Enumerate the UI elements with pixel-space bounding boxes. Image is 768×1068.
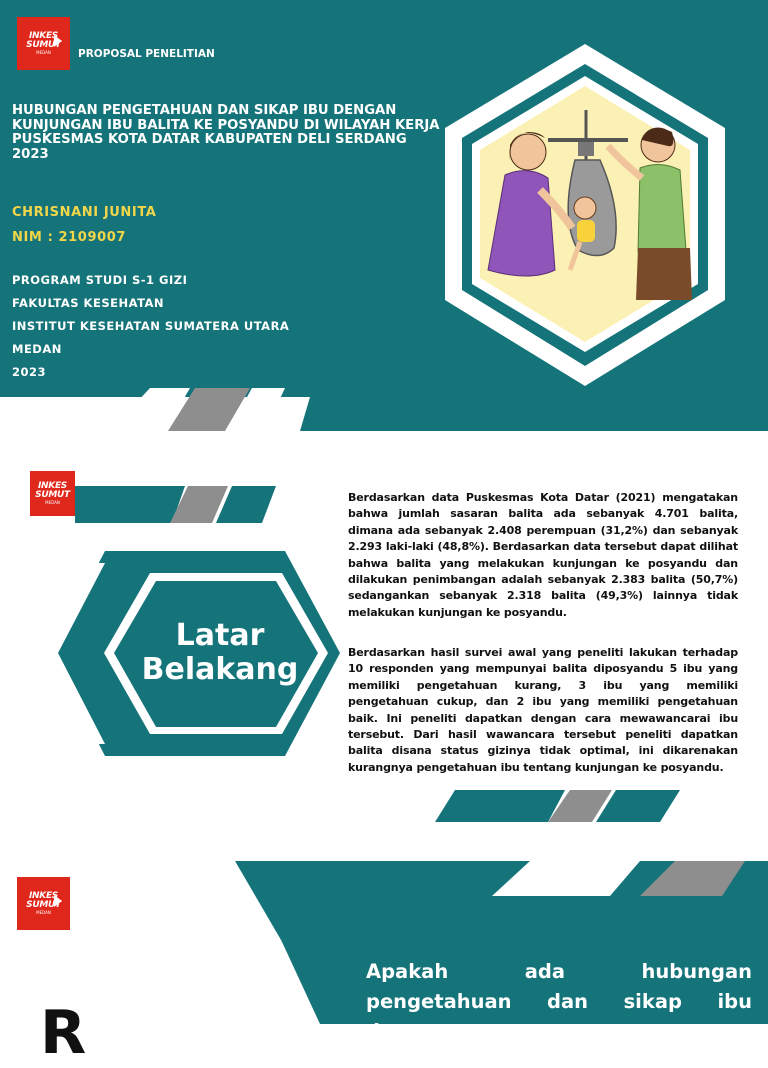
logo-text-line3: MEDAN	[45, 500, 60, 505]
logo-text-line1: INKES	[29, 891, 58, 901]
partial-heading: R	[40, 998, 87, 1068]
logo-text-line3: MEDAN	[36, 910, 51, 915]
logo-text-line2: SUMUT	[26, 40, 61, 50]
student-id: NIM : 2109007	[12, 230, 127, 245]
logo-text-line2: SUMUT	[26, 900, 61, 910]
question-line2: pengetahuan dan sikap ibu dengan	[366, 990, 752, 1043]
slide-background-study	[0, 431, 768, 841]
logo-arrow-icon	[54, 35, 62, 47]
inkes-sumut-logo	[30, 471, 75, 516]
section-heading	[130, 619, 310, 687]
logo-text-line1: INKES	[38, 481, 67, 491]
faculty: FAKULTAS KESEHATAN	[12, 296, 165, 310]
city: MEDAN	[12, 342, 62, 356]
slide-title	[0, 0, 768, 431]
institute: INSTITUT KESEHATAN SUMATERA UTARA	[12, 319, 290, 333]
proposal-label: PROPOSAL PENELITIAN	[78, 48, 215, 60]
logo-arrow-icon	[54, 895, 62, 907]
research-question	[366, 957, 752, 1047]
author-name: CHRISNANI JUNITA	[12, 205, 157, 220]
heading-line2: Belakang	[141, 652, 299, 687]
year: 2023	[12, 365, 47, 379]
logo-text-line1: INKES	[29, 31, 58, 41]
heading-line1: Latar	[175, 618, 265, 653]
logo-text-line3: MEDAN	[36, 50, 51, 55]
study-program: PROGRAM STUDI S-1 GIZI	[12, 273, 188, 287]
slide-research-question	[0, 841, 768, 1068]
question-line1: Apakah ada hubungan	[366, 960, 752, 983]
background-paragraph-2: Berdasarkan hasil survei awal yang peneliti lakukan terhadap 10 responden yang mempunyai balita diposyandu 5 ibu yang memiliki pengetahuan kurang, 3 ibu yang memiliki pengetahuan cukup, dan 2 ibu yang memiliki pengetahuan baik. Ini peneliti dapatkan dengan cara mewawancarai ibu tersebut. Dari hasil wawancara tersebut peneliti dapatkan balita disana status gizinya tidak optimal, ini dikarenakan kurangnya pengetahuan ibu tentang kunjungan ke posyandu.	[348, 646, 738, 774]
logo-text-line2: SUMUT	[35, 490, 70, 500]
inkes-sumut-logo	[17, 17, 70, 70]
background-paragraph-1: Berdasarkan data Puskesmas Kota Datar (2021) mengatakan bahwa jumlah sasaran balita ada sebanyak 4.701 balita, dimana ada sebanyak 2.408 perempuan (31,2%) dan sebanyak 2.293 laki-laki (48,8%). Berdasarkan data tersebut dapat dilihat bahwa balita yang melakukan kunjungan ke posyandu dan dilakukan penimbangan adalah sebanyak 2.383 balita (50,7%) sedangankan sebanyak 2.318 balita (49,3%) lainnya tidak melakukan kunjungan ke posyandu.	[348, 491, 738, 619]
proposal-title: HUBUNGAN PENGETAHUAN DAN SIKAP IBU DENGAN KUNJUNGAN IBU BALITA KE POSYANDU DI WILAYAH KERJA PUSKESMAS KOTA DATAR KABUPATEN DELI SERDANG 2023	[12, 103, 440, 162]
inkes-sumut-logo	[17, 877, 70, 930]
